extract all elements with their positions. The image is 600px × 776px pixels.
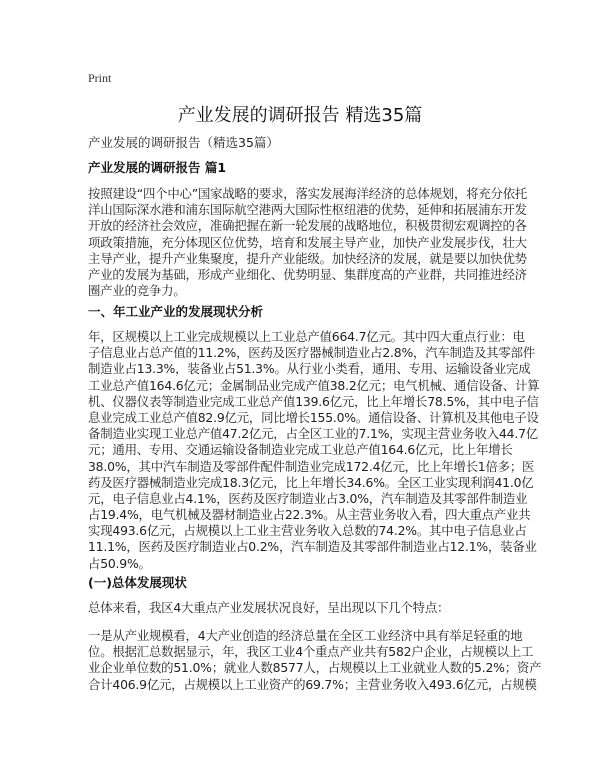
paragraph-line: 制造业占13.3%，装备业占51.3%。从行业小类看，通用、专用、运输设备业完成	[88, 361, 531, 377]
paragraph-line: 位。根据汇总数据显示，年，我区工业4个重点产业共有582户企业，占规模以上工	[88, 644, 534, 660]
section-heading-1: 产业发展的调研报告 篇1	[88, 160, 227, 175]
paragraph-line: 机、仪器仪表等制造业完成工业总产值139.6亿元，比上年增长78.5%，其中电子信	[88, 393, 539, 409]
paragraph-line: 占19.4%，电气机械及器材制造业占22.3%。从主营业务收入看，四大重点产业共	[88, 507, 531, 523]
paragraph-line: 实现493.6亿元，占规模以上工业主营业务收入总数的74.2%。其中电子信息业占	[88, 523, 527, 539]
paragraph-line: 按照建设“四个中心”国家战略的要求，落实发展海洋经济的总体规划，将充分依托	[88, 186, 528, 201]
paragraph-line: 一是从产业规模看，4大产业创造的经济总量在全区工业经济中具有举足轻重的地	[88, 628, 523, 643]
paragraph-line: 备制造业实现工业总产值47.2亿元，占全区工业的7.1%，实现主营业务收入44.7亿	[88, 426, 538, 442]
paragraph-line: 业企业单位数的51.0%；就业人数8577人，占规模以上工业就业人数的5.2%；资产	[88, 660, 542, 676]
paragraph-line: 占50.9%。	[88, 555, 151, 571]
scale-paragraph	[88, 628, 541, 693]
overview-paragraph: 总体来看，我区4大重点产业发展状况良好，呈出现以下几个特点：	[88, 600, 450, 615]
section-heading-2: 一、年工业产业的发展现状分析	[88, 304, 264, 319]
paragraph-line: 主导产业，提升产业集聚度，提升产业能级。加快经济的发展，就是要以加快优势	[88, 250, 527, 266]
paragraph-line: 元；通用、专用、交通运输设备制造业完成工业总产值164.6亿元，比上年增长	[88, 442, 513, 458]
paragraph-line: 产业的发展为基础，形成产业细化、优势明显、集群度高的产业群，共同推进经济	[88, 266, 527, 282]
print-link[interactable]: Print	[88, 71, 112, 85]
paragraph-line: 合计406.9亿元，占规模以上工业资产的69.7%；主营业务收入493.6亿元，占规模	[88, 676, 537, 692]
paragraph-line: 11.1%，医药及医疗制造业占0.2%，汽车制造及其零部件制造业占12.1%，装备业	[88, 539, 537, 555]
paragraph-line: 药及医疗器械制造业完成18.3亿元，比上年增长34.6%。全区工业实现利润41.0亿	[88, 474, 534, 490]
paragraph-line: 息业完成工业总产值82.9亿元，同比增长155.0%。通信设备、计算机及其他电子设	[88, 409, 539, 425]
intro-paragraph	[88, 186, 527, 299]
paragraph-line: 子信息业占总产值的11.2%，医药及医疗器械制造业占2.8%，汽车制造及其零部件	[88, 345, 535, 361]
paragraph-line: 工业总产值164.6亿元；金属制品业完成产值38.2亿元；电气机械、通信设备、计算	[88, 377, 540, 393]
paragraph-line: 洋山国际深水港和浦东国际航空港两大国际性枢纽港的优势，延伸和拓展浦东开发	[88, 202, 527, 218]
paragraph-line: 元，电子信息业占4.1%，医药及医疗制造业占3.0%，汽车制造及其零部件制造业	[88, 490, 528, 506]
status-paragraph	[88, 329, 539, 572]
subtitle: 产业发展的调研报告（精选35篇）	[88, 135, 279, 150]
paragraph-line: 开放的经济社会效应，准确把握在新一轮发展的战略地位，积极贯彻宏观调控的各	[88, 218, 527, 234]
page-title: 产业发展的调研报告 精选35篇	[177, 105, 423, 126]
paragraph-line: 项政策措施，充分体现区位优势，培育和发展主导产业，加快产业发展步伐，壮大	[88, 234, 527, 250]
paragraph-line: 圈产业的竞争力。	[88, 283, 186, 299]
paragraph-line: 年，区规模以上工业完成规模以上工业总产值664.7亿元。其中四大重点行业：电	[88, 329, 525, 344]
section-heading-3: (一)总体发展现状	[88, 575, 187, 590]
paragraph-line: 38.0%，其中汽车制造及零部件配件制造业完成172.4亿元，比上年增长1倍多；医	[88, 458, 535, 474]
